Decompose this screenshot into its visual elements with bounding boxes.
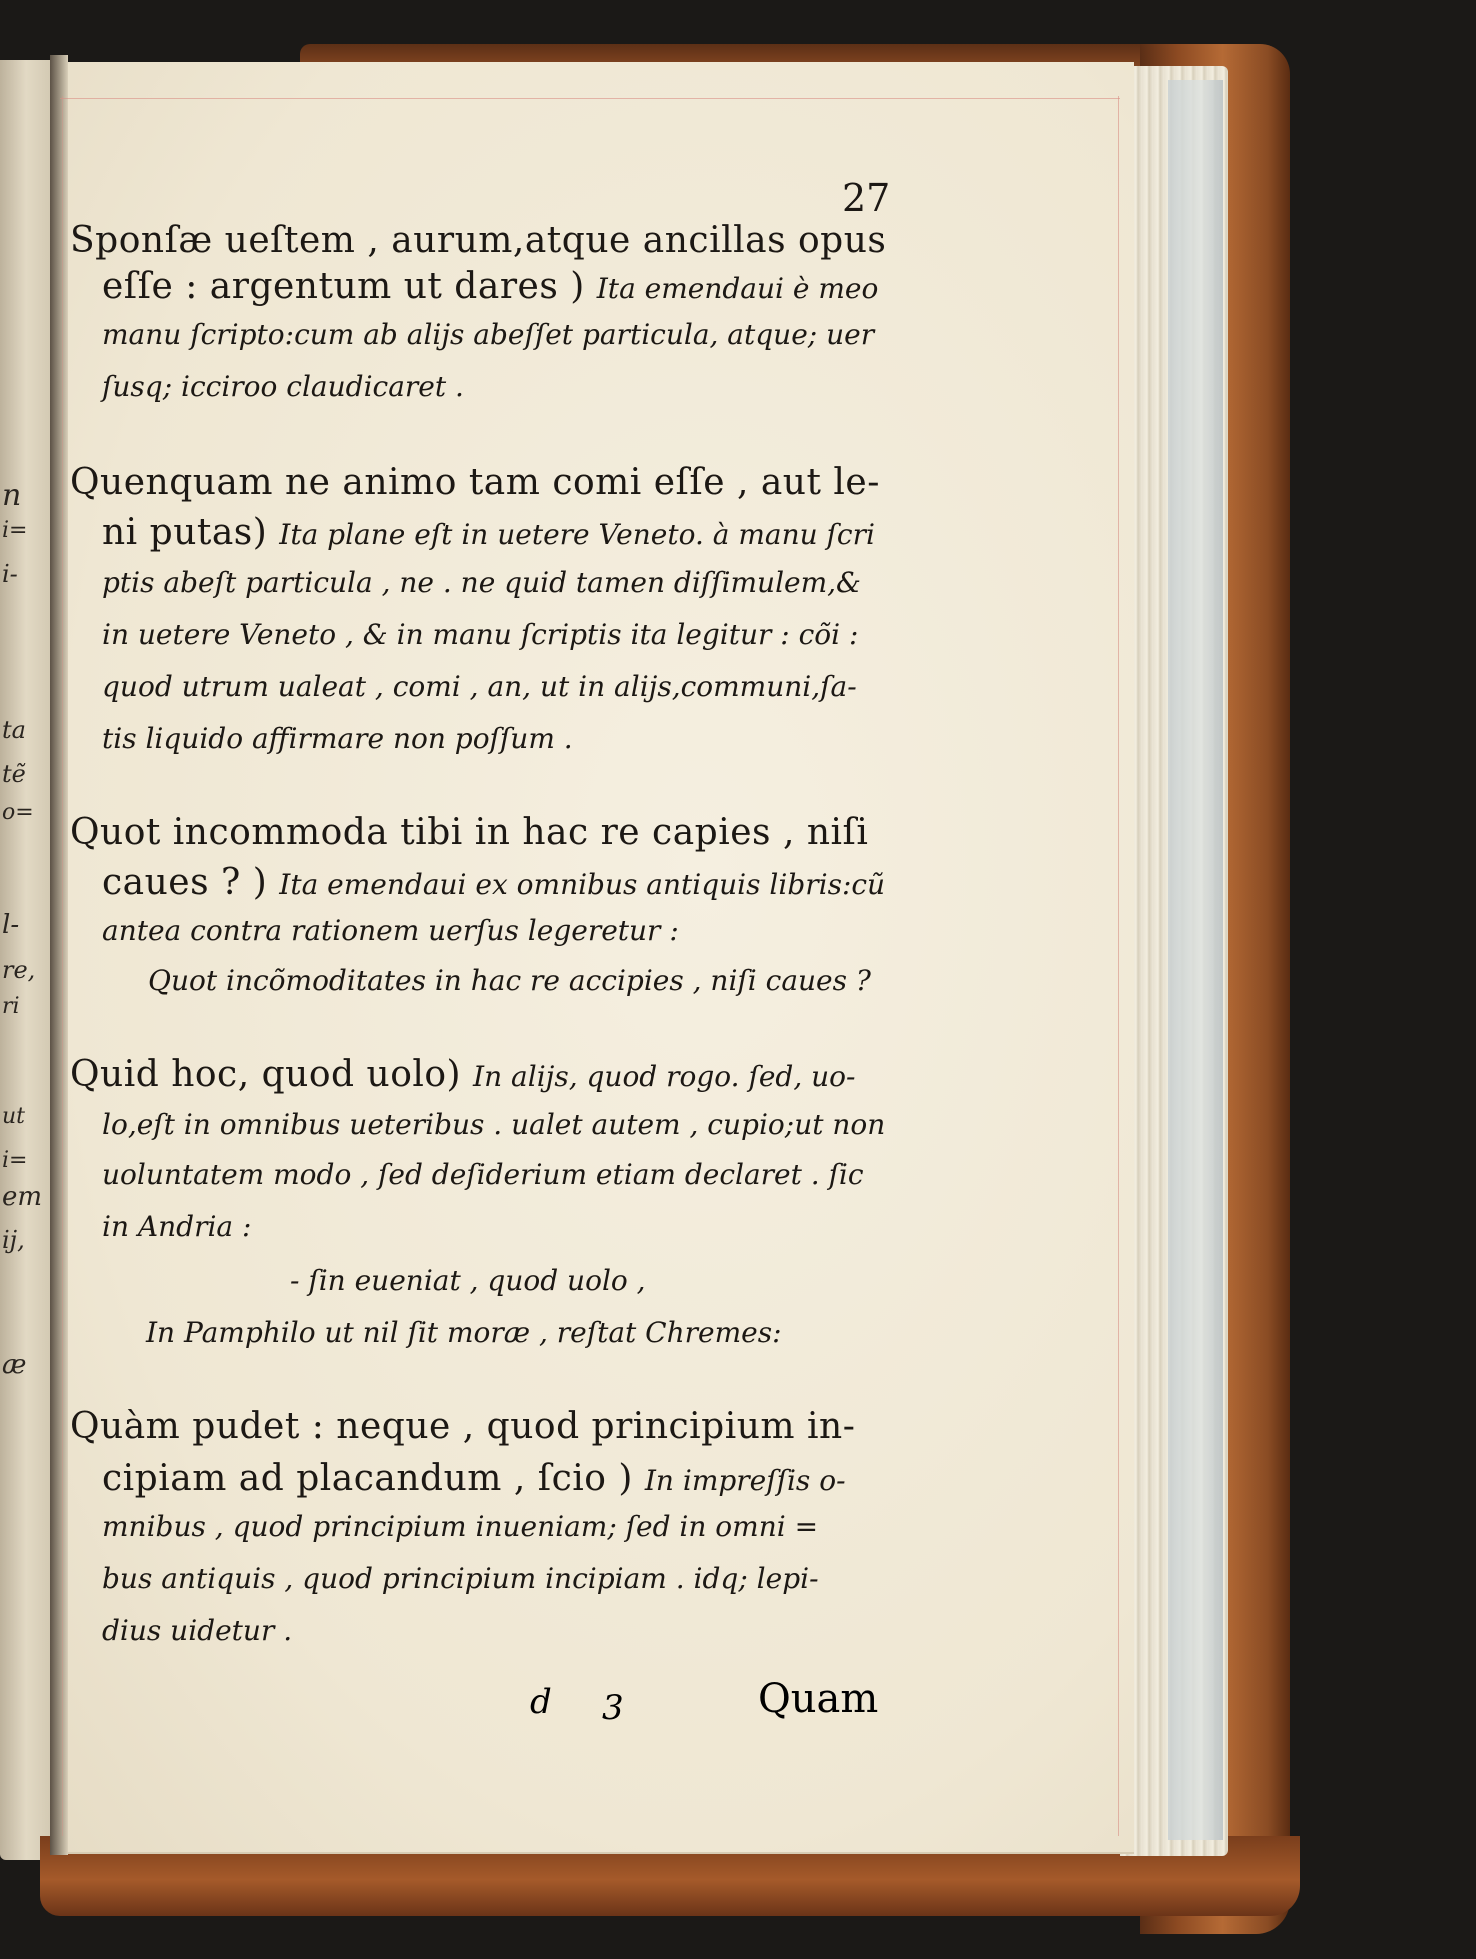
roman-text: cipiam ad placandum , ſcio ) bbox=[102, 1458, 645, 1499]
signature-mark-letter: d bbox=[530, 1682, 552, 1722]
left-margin-fragment: i= bbox=[2, 1148, 28, 1173]
text-line bbox=[102, 266, 878, 307]
left-margin-fragment: i- bbox=[2, 560, 18, 588]
italic-commentary: Ita plane eſt in uetere Veneto. à manu ſcri bbox=[279, 518, 875, 551]
italic-commentary: dius uidetur . bbox=[102, 1614, 293, 1647]
italic-commentary: Quot incõmoditates in hac re accipies , niſi caues ? bbox=[148, 964, 871, 997]
left-margin-fragment: ut bbox=[2, 1104, 26, 1129]
roman-text: Quid hoc, quod uolo) bbox=[70, 1054, 474, 1095]
roman-text: eſſe : argentum ut dares ) bbox=[102, 266, 597, 307]
text-line bbox=[70, 1406, 855, 1447]
text-line bbox=[102, 722, 573, 755]
text-line bbox=[70, 220, 886, 261]
italic-commentary: bus antiquis , quod principium incipiam . idq; lepi- bbox=[102, 1562, 819, 1595]
text-line bbox=[290, 1264, 646, 1297]
left-margin-fragment: æ bbox=[2, 1350, 27, 1380]
text-line bbox=[102, 862, 885, 903]
roman-text: Quàm pudet : neque , quod principium in- bbox=[70, 1406, 856, 1447]
text-line bbox=[102, 1108, 885, 1141]
italic-commentary: antea contra rationem uerſus legeretur : bbox=[102, 914, 679, 947]
left-margin-fragment: ri bbox=[2, 994, 20, 1019]
text-line bbox=[102, 1510, 818, 1543]
text-line bbox=[102, 1158, 864, 1191]
text-line bbox=[102, 1210, 251, 1243]
text-line bbox=[102, 670, 857, 703]
left-margin-fragment: tẽ bbox=[2, 760, 26, 788]
text-line bbox=[102, 1458, 846, 1499]
text-line bbox=[102, 1614, 292, 1647]
italic-commentary: ptis abeſt particula , ne . ne quid tamen diſſimulem,& bbox=[102, 566, 861, 599]
italic-commentary: - ſin eueniat , quod uolo , bbox=[290, 1264, 646, 1297]
text-line bbox=[102, 1562, 819, 1595]
italic-commentary: In aliјs, quod rogo. ſed, uo- bbox=[473, 1060, 856, 1093]
roman-text: Quot incommoda tibi in hac re capies , niſi bbox=[70, 812, 869, 853]
italic-commentary: lo,eſt in omnibus ueteribus . ualet autem , cupio;ut non bbox=[102, 1108, 886, 1141]
text-line bbox=[102, 566, 861, 599]
italic-commentary: in uetere Veneto , & in manu ſcriptis ita legitur : cõi : bbox=[102, 618, 859, 651]
text-line bbox=[102, 318, 874, 351]
roman-text: ni putas) bbox=[102, 512, 280, 553]
roman-text: caues ? ) bbox=[102, 862, 280, 903]
italic-commentary: in Andria : bbox=[102, 1210, 252, 1243]
left-margin-fragment: ij, bbox=[2, 1226, 25, 1254]
left-margin-fragment: l- bbox=[2, 910, 20, 940]
signature-mark-number: 3 bbox=[602, 1688, 624, 1728]
left-margin-fragment: o= bbox=[2, 800, 34, 825]
roman-text: Quenquam ne animo tam comi eſſe , aut le- bbox=[70, 462, 880, 503]
roman-text: Sponſæ ueſtem , aurum,atque ancillas opus bbox=[70, 220, 887, 261]
italic-commentary: In impreſſis o- bbox=[644, 1464, 846, 1497]
text-line bbox=[102, 618, 858, 651]
italic-commentary: Ita emendaui ex omnibus antiquis libris:cũ bbox=[279, 868, 886, 901]
italic-commentary: manu ſcripto:cum ab aliјs abeſſet particula, atque; uer bbox=[102, 318, 875, 351]
text-line bbox=[70, 1054, 855, 1095]
left-margin-fragment: re, bbox=[2, 956, 36, 984]
text-line bbox=[102, 370, 464, 403]
text-line bbox=[70, 462, 880, 503]
text-line bbox=[148, 964, 871, 997]
italic-commentary: mnibus , quod principium inueniam; ſed in omni = bbox=[102, 1510, 819, 1543]
page-number: 27 bbox=[842, 176, 891, 220]
italic-commentary: In Pamphilo ut nil ſit moræ , reſtat Chremes: bbox=[146, 1316, 782, 1349]
italic-commentary: ſusq; icciroo claudicaret . bbox=[102, 370, 464, 403]
left-margin-fragment: i= bbox=[2, 518, 28, 543]
text-line bbox=[102, 512, 875, 553]
italic-commentary: quod utrum ualeat , comi , an, ut in aliјs,communi,ſa- bbox=[102, 670, 857, 703]
text-line bbox=[102, 914, 679, 947]
italic-commentary: Ita emendaui è meo bbox=[596, 272, 879, 305]
italic-commentary: uoluntatem modo , ſed deſiderium etiam declaret . ſic bbox=[102, 1158, 864, 1191]
italic-commentary: tis liquido affirmare non poſſum . bbox=[102, 722, 573, 755]
catchword: Quam bbox=[758, 1676, 879, 1722]
left-margin-fragment: n bbox=[2, 478, 22, 513]
text-line bbox=[146, 1316, 782, 1349]
text-line bbox=[70, 812, 868, 853]
left-margin-fragment: ta bbox=[2, 716, 26, 744]
left-margin-fragment: em bbox=[2, 1182, 43, 1212]
